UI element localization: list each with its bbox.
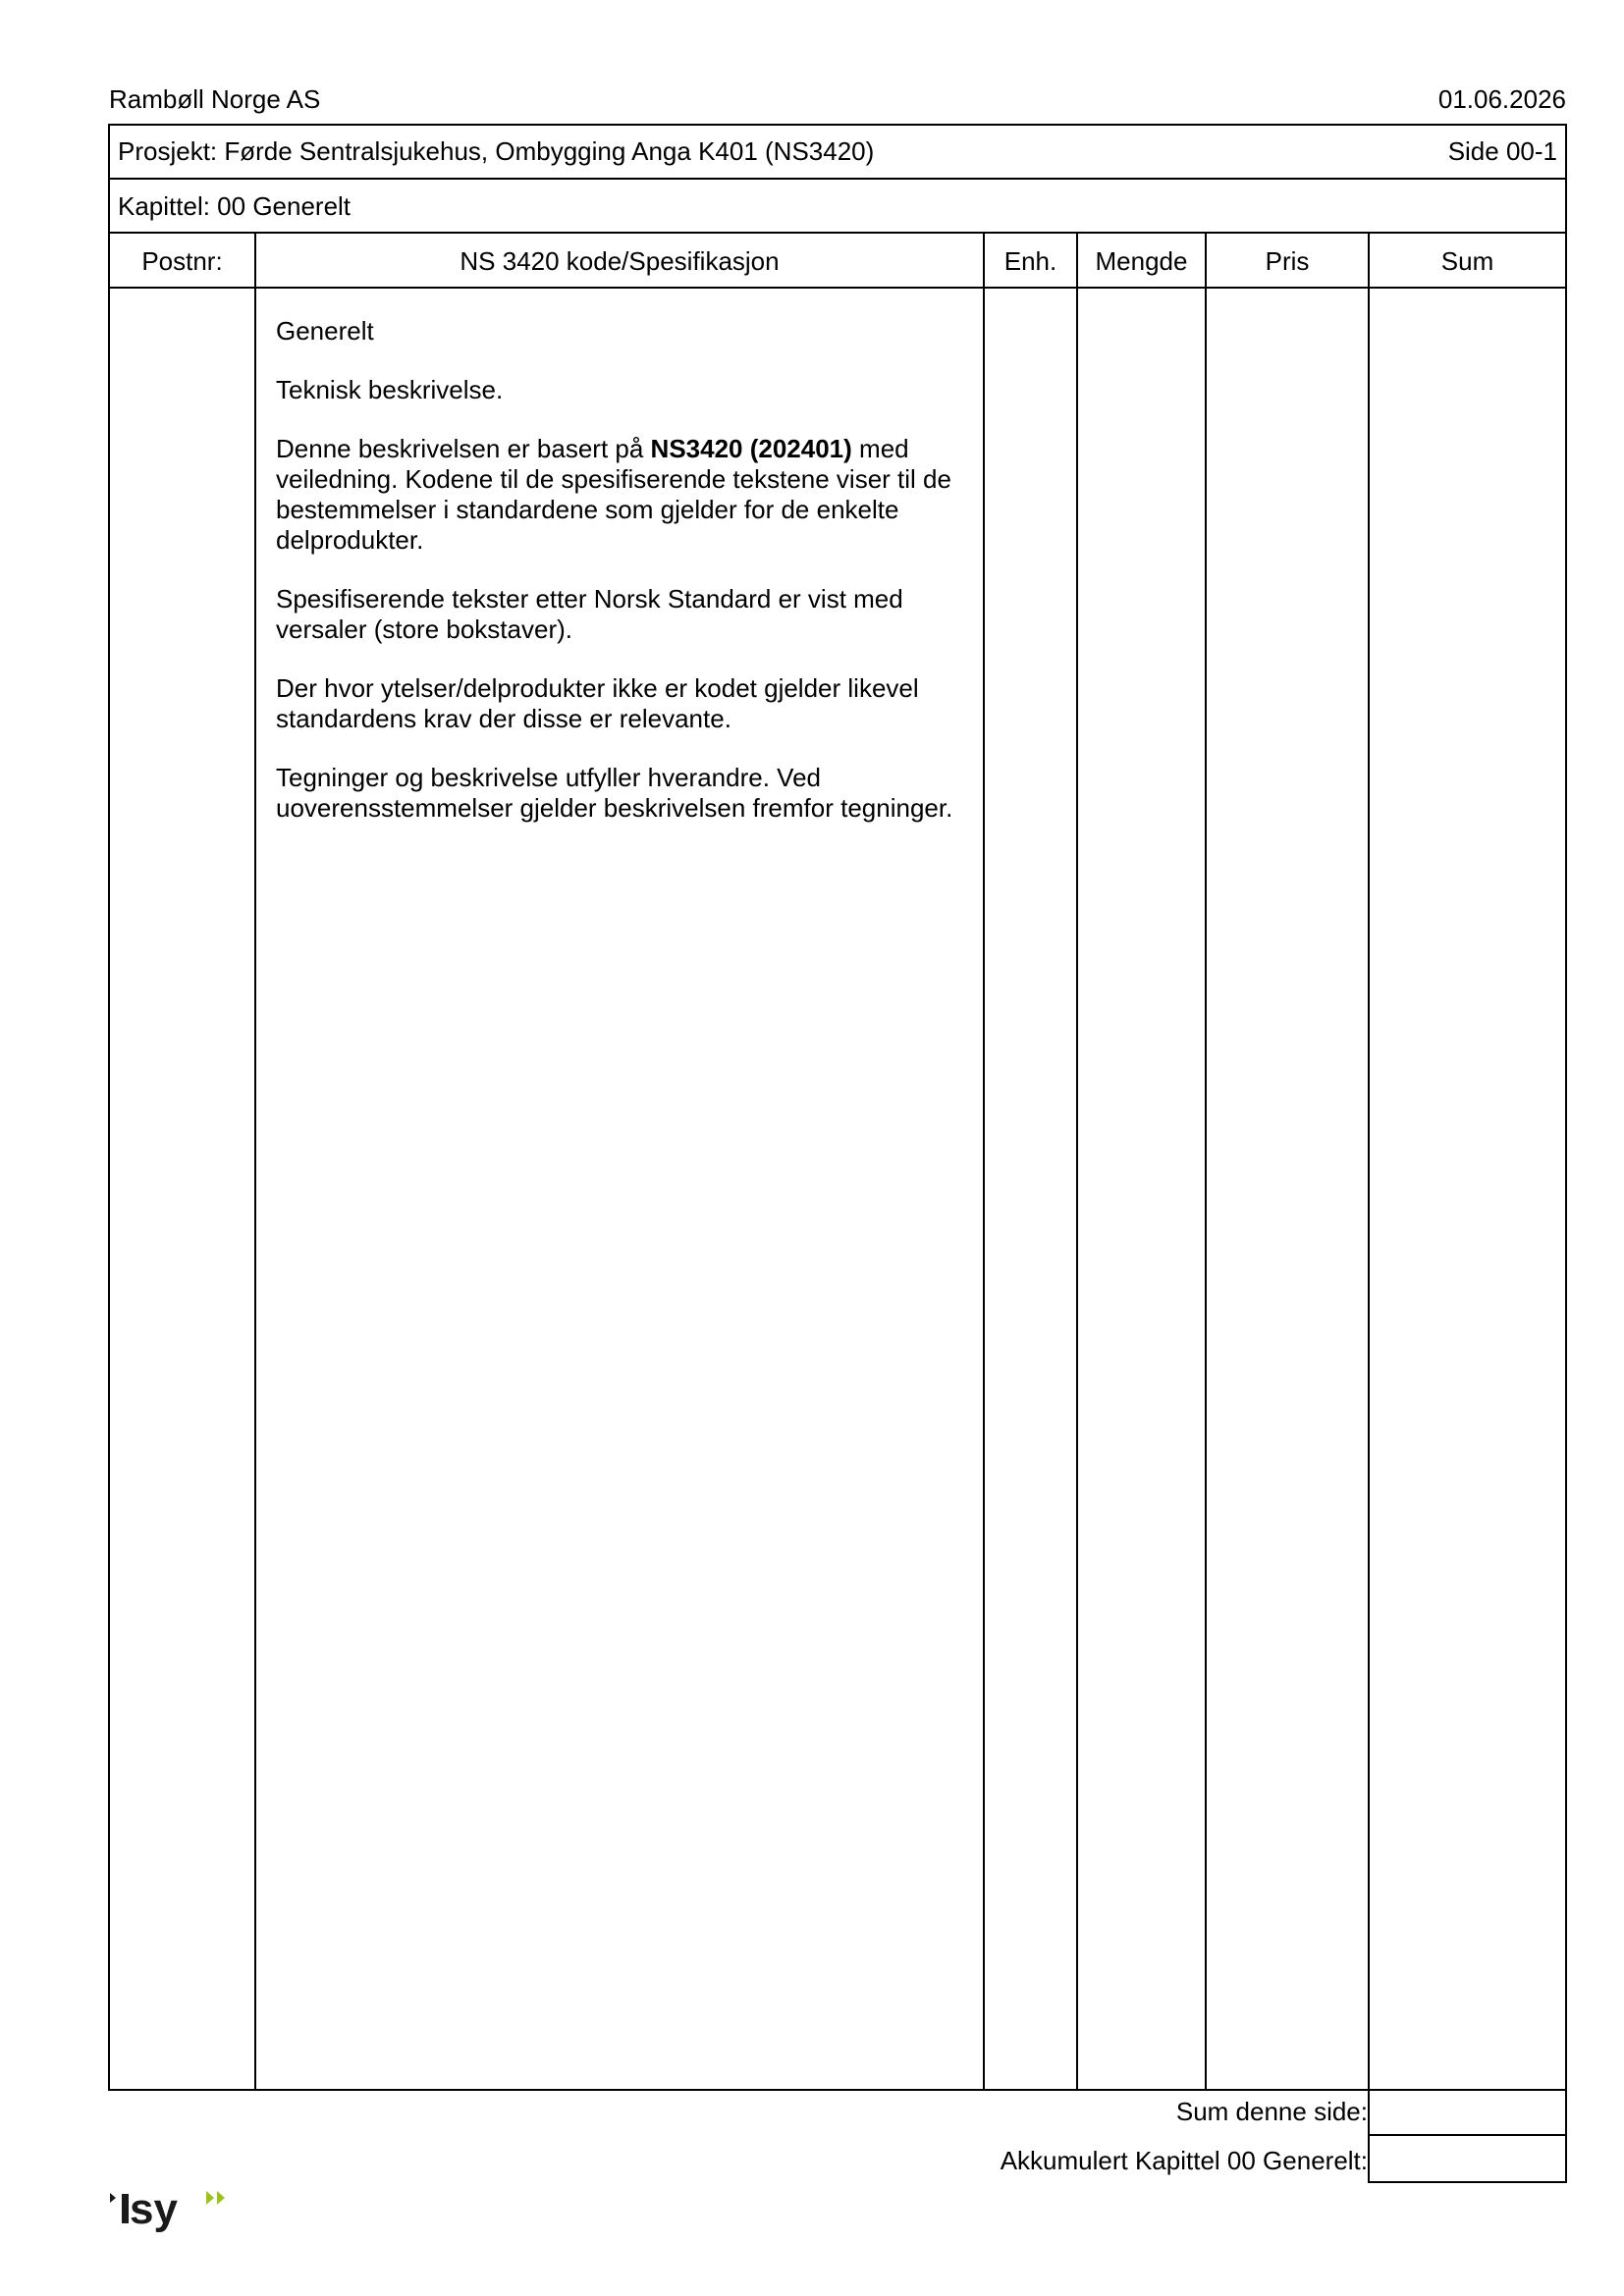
column-header-pris: Pris (1265, 246, 1310, 276)
column-divider (254, 232, 256, 2091)
column-divider (1368, 232, 1370, 2091)
svg-text:sy: sy (130, 2185, 178, 2233)
page-sum-label: Sum denne side: (1175, 2097, 1368, 2126)
column-divider (1205, 232, 1207, 2091)
chapter-row (108, 178, 1567, 234)
spec-paragraph: Tegninger og beskrivelse utfyller hverandre. Ved uoverensstemmelser gjelder beskrivelsen fremfor tegninger. (276, 763, 953, 823)
spec-heading: Generelt (276, 316, 374, 346)
column-header-mengde: Mengde (1095, 246, 1188, 276)
accumulated-sum-value (1368, 2134, 1567, 2183)
standard-reference: NS3420 (202401) (650, 434, 852, 463)
column-header-sum: Sum (1440, 246, 1494, 276)
specification-text (276, 316, 988, 852)
document-date: 01.06.2026 (1437, 84, 1566, 114)
project-title: Prosjekt: Førde Sentralsjukehus, Ombygging Anga K401 (NS3420) (118, 136, 875, 166)
accumulated-sum-label: Akkumulert Kapittel 00 Generelt: (1000, 2146, 1368, 2175)
page-sum-value (1368, 2089, 1567, 2136)
column-header-enhet: Enh. (1003, 246, 1057, 276)
column-header-spesifikasjon: NS 3420 kode/Spesifikasjon (460, 246, 780, 276)
chapter-title: Kapittel: 00 Generelt (118, 191, 352, 221)
spec-paragraph: Denne beskrivelsen er basert på NS3420 (202401) med veiledning. Kodene til de spesifiserende tekstene viser til de bestemmelser i standardene som gjelder for de enkelte delprodukter. (276, 434, 951, 555)
isy-logo (108, 2181, 236, 2240)
column-divider (1076, 232, 1078, 2091)
spec-paragraph: Spesifiserende tekster etter Norsk Standard er vist med versaler (store bokstaver). (276, 584, 903, 644)
company-name: Rambøll Norge AS (109, 84, 321, 114)
spec-subheading: Teknisk beskrivelse. (276, 375, 504, 404)
project-row (108, 124, 1567, 180)
page-number: Side 00-1 (1447, 136, 1557, 166)
column-header-postnr: Postnr: (141, 246, 223, 276)
spec-paragraph: Der hvor ytelser/delprodukter ikke er kodet gjelder likevel standardens krav der disse er relevante. (276, 673, 919, 733)
